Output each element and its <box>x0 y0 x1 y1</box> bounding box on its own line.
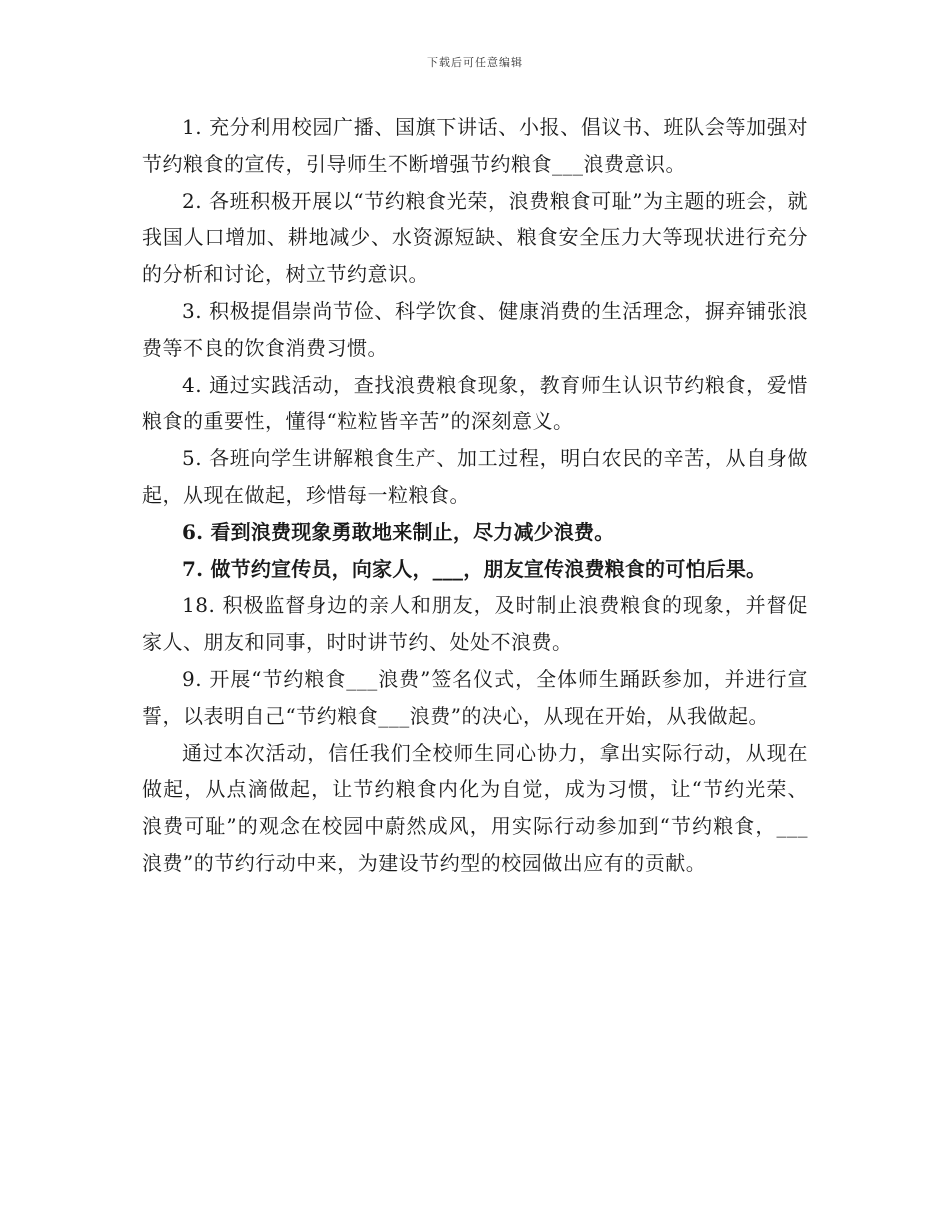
summary-paragraph: 通过本次活动，信任我们全校师生同心协力，拿出实际行动，从现在做起，从点滴做起，让节约粮食内化为自觉，成为习惯，让“节约光荣、浪费可耻”的观念在校园中蔚然成风，用实际行动参加到“节约粮食，___浪费”的节约行动中来，为建设节约型的校园做出应有的贡献。 <box>142 740 808 875</box>
paragraph-item-9: 9. 开展“节约粮食___浪费”签名仪式，全体师生踊跃参加，并进行宣誓，以表明自己“节约粮食___浪费”的决心，从现在开始，从我做起。 <box>142 666 808 728</box>
paragraph-item-5: 5. 各班向学生讲解粮食生产、加工过程，明白农民的辛苦，从自身做起，从现在做起，珍惜每一粒粮食。 <box>142 446 808 507</box>
document-body <box>142 109 808 882</box>
paragraph-item-18: 18. 积极监督身边的亲人和朋友，及时制止浪费粮食的现象，并督促家人、朋友和同事，时时讲节约、处处不浪费。 <box>142 593 808 655</box>
paragraph-item-7: 7. 做节约宣传员，向家人，___，朋友宣传浪费粮食的可怕后果。 <box>182 556 767 581</box>
paragraph-item-3: 3. 积极提倡崇尚节俭、科学饮食、健康消费的生活理念，摒弃铺张浪费等不良的饮食消费习惯。 <box>142 298 808 360</box>
paragraph-item-2: 2. 各班积极开展以“节约粮食光荣，浪费粮食可耻”为主题的班会，就我国人口增加、耕地减少、水资源短缺、粮食安全压力大等现状进行充分的分析和讨论，树立节约意识。 <box>142 188 808 287</box>
paragraph-item-4: 4. 通过实践活动，查找浪费粮食现象，教育师生认识节约粮食，爱惜粮食的重要性，懂得“粒粒皆辛苦”的深刻意义。 <box>142 372 808 434</box>
paragraph-item-6: 6. 看到浪费现象勇敢地来制止，尽力减少浪费。 <box>182 519 615 544</box>
paragraph-item-1: 1. 充分利用校园广播、国旗下讲话、小报、倡议书、班队会等加强对节约粮食的宣传，引导师生不断增强节约粮食___浪费意识。 <box>142 115 808 176</box>
page-header: 下载后可任意编辑 <box>427 56 523 69</box>
